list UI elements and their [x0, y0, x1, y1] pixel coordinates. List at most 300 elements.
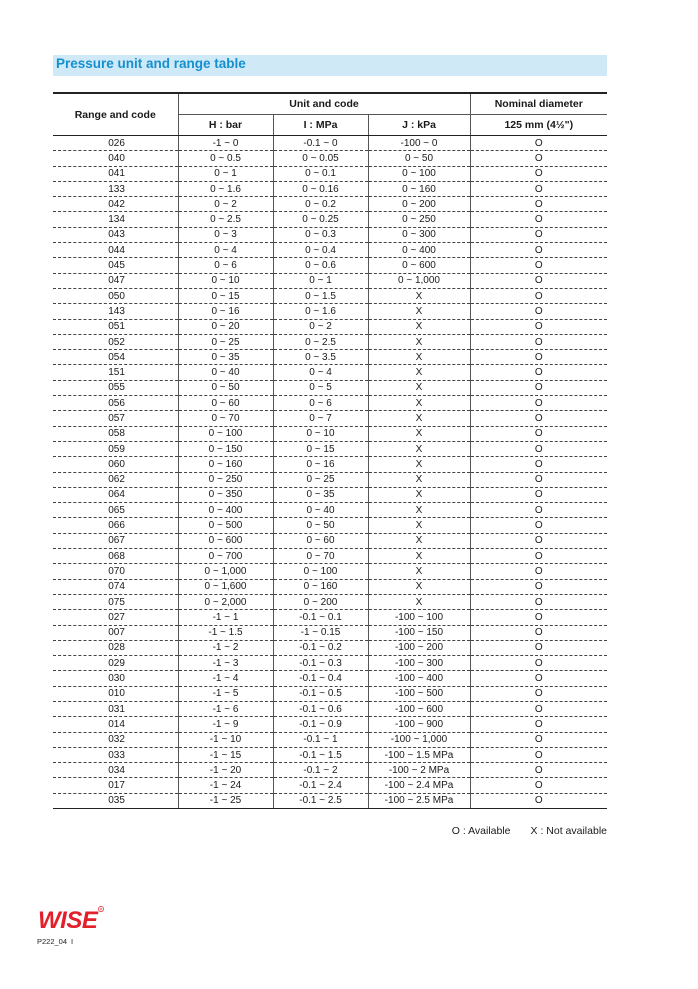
bar-range-cell-text: 0 ~ 100 [208, 428, 243, 440]
range-code-cell-text: 043 [108, 229, 125, 241]
kpa-range-cell-text: 0 ~ 1,000 [398, 275, 440, 287]
range-code-cell-text: 067 [108, 535, 125, 547]
range-code-cell [53, 610, 178, 625]
mpa-range-cell-text: 0 ~ 0.1 [305, 168, 336, 180]
bar-range-cell [178, 763, 273, 778]
mpa-range-cell-text: -0.1 ~ 0.9 [299, 718, 342, 730]
bar-range-cell [178, 136, 273, 151]
table-row [53, 549, 607, 564]
mpa-range-cell [273, 288, 368, 303]
availability-cell [470, 701, 607, 716]
mpa-range-cell [273, 686, 368, 701]
availability-cell [470, 426, 607, 441]
table-row [53, 686, 607, 701]
bar-range-cell [178, 441, 273, 456]
availability-cell-text: O [534, 688, 543, 700]
kpa-range-cell [368, 732, 470, 747]
kpa-range-cell-text: X [415, 596, 423, 608]
table-row [53, 457, 607, 472]
bar-range-cell [178, 610, 273, 625]
range-code-cell-text: 032 [108, 734, 125, 746]
range-code-cell [53, 288, 178, 303]
bar-range-cell [178, 564, 273, 579]
header-h-bar: H : bar [178, 115, 273, 136]
availability-cell-text: O [534, 367, 543, 379]
mpa-range-cell-text: 0 ~ 0.2 [305, 198, 336, 210]
availability-cell [470, 350, 607, 365]
mpa-range-cell-text: -0.1 ~ 2.5 [299, 795, 342, 807]
range-code-cell-text: 054 [108, 351, 125, 363]
bar-range-cell [178, 350, 273, 365]
availability-cell [470, 212, 607, 227]
kpa-range-cell [368, 564, 470, 579]
range-code-cell-text: 052 [108, 336, 125, 348]
mpa-range-cell [273, 503, 368, 518]
availability-cell-text: O [534, 183, 543, 195]
availability-cell [470, 610, 607, 625]
range-code-cell [53, 365, 178, 380]
table-row [53, 304, 607, 319]
bar-range-cell-text: 0 ~ 0.5 [210, 152, 241, 164]
kpa-range-cell [368, 763, 470, 778]
bar-range-cell-text: 0 ~ 2,000 [204, 596, 247, 608]
mpa-range-cell-text: -0.1 ~ 0.1 [299, 611, 342, 623]
bar-range-cell [178, 732, 273, 747]
bar-range-cell-text: 0 ~ 20 [211, 321, 240, 333]
bar-range-cell [178, 625, 273, 640]
availability-cell-text: O [534, 244, 543, 256]
mpa-range-cell-text: 0 ~ 0.16 [302, 183, 339, 195]
availability-cell [470, 763, 607, 778]
bar-range-cell [178, 472, 273, 487]
mpa-range-cell [273, 181, 368, 196]
mpa-range-cell [273, 717, 368, 732]
mpa-range-cell-text: -0.1 ~ 0.2 [299, 642, 342, 654]
kpa-range-cell [368, 350, 470, 365]
table-row [53, 319, 607, 334]
range-code-cell-text: 040 [108, 152, 125, 164]
bar-range-cell [178, 640, 273, 655]
header-nominal-diameter: Nominal diameter [470, 93, 607, 115]
bar-range-cell [178, 671, 273, 686]
bar-range-cell-text: -1 ~ 3 [212, 657, 239, 669]
availability-cell-text: O [534, 642, 543, 654]
kpa-range-cell-text: -100 ~ 2 MPa [388, 764, 450, 776]
range-code-cell-text: 051 [108, 321, 125, 333]
kpa-range-cell-text: X [415, 321, 423, 333]
mpa-range-cell-text: 0 ~ 60 [306, 535, 335, 547]
range-code-cell [53, 212, 178, 227]
mpa-range-cell-text: 0 ~ 0.4 [305, 244, 336, 256]
kpa-range-cell-text: X [415, 336, 423, 348]
bar-range-cell-text: -1 ~ 24 [209, 780, 242, 792]
mpa-range-cell [273, 747, 368, 762]
kpa-range-cell-text: X [415, 520, 423, 532]
mpa-range-cell-text: 0 ~ 10 [306, 428, 335, 440]
mpa-range-cell-text: 0 ~ 1.6 [305, 305, 336, 317]
kpa-range-cell-text: X [415, 397, 423, 409]
kpa-range-cell [368, 686, 470, 701]
kpa-range-cell [368, 640, 470, 655]
availability-cell [470, 197, 607, 212]
range-code-cell-text: 044 [108, 244, 125, 256]
availability-cell [470, 243, 607, 258]
range-code-cell [53, 793, 178, 808]
table-row [53, 243, 607, 258]
kpa-range-cell-text: X [415, 535, 423, 547]
mpa-range-cell-text: 0 ~ 7 [309, 412, 332, 424]
range-code-cell [53, 472, 178, 487]
range-code-cell [53, 778, 178, 793]
mpa-range-cell-text: 0 ~ 6 [309, 397, 332, 409]
legend-not-available: X : Not available [530, 825, 607, 837]
legend [452, 825, 607, 837]
table-row [53, 732, 607, 747]
bar-range-cell [178, 273, 273, 288]
mpa-range-cell-text: 0 ~ 1 [309, 275, 332, 287]
kpa-range-cell-text: 0 ~ 200 [402, 198, 436, 210]
availability-cell-text: O [534, 627, 543, 639]
range-code-cell-text: 050 [108, 290, 125, 302]
range-code-cell [53, 549, 178, 564]
mpa-range-cell-text: 0 ~ 15 [306, 443, 335, 455]
kpa-range-cell [368, 411, 470, 426]
mpa-range-cell [273, 656, 368, 671]
bar-range-cell-text: -1 ~ 4 [212, 673, 239, 685]
mpa-range-cell [273, 610, 368, 625]
range-code-cell-text: 033 [108, 749, 125, 761]
bar-range-cell-text: 0 ~ 60 [211, 397, 240, 409]
bar-range-cell-text: 0 ~ 70 [211, 412, 240, 424]
mpa-range-cell-text: 0 ~ 0.3 [305, 229, 336, 241]
range-code-cell-text: 010 [108, 688, 125, 700]
table-body [53, 136, 607, 809]
range-code-cell-text: 027 [108, 611, 125, 623]
kpa-range-cell [368, 258, 470, 273]
range-code-cell [53, 396, 178, 411]
range-code-cell-text: 030 [108, 673, 125, 685]
table-row [53, 227, 607, 242]
kpa-range-cell [368, 288, 470, 303]
table-row [53, 472, 607, 487]
range-code-cell [53, 625, 178, 640]
kpa-range-cell-text: 0 ~ 160 [402, 183, 436, 195]
availability-cell-text: O [534, 780, 543, 792]
bar-range-cell-text: 0 ~ 700 [208, 550, 243, 562]
availability-cell [470, 304, 607, 319]
table-row [53, 579, 607, 594]
bar-range-cell-text: -1 ~ 0 [212, 137, 239, 149]
kpa-range-cell [368, 518, 470, 533]
availability-cell [470, 579, 607, 594]
availability-cell-text: O [534, 550, 543, 562]
availability-cell-text: O [534, 581, 543, 593]
availability-cell-text: O [534, 520, 543, 532]
range-code-cell [53, 181, 178, 196]
availability-cell-text: O [534, 596, 543, 608]
bar-range-cell [178, 533, 273, 548]
bar-range-cell [178, 396, 273, 411]
mpa-range-cell [273, 487, 368, 502]
kpa-range-cell-text: -100 ~ 400 [394, 673, 444, 685]
availability-cell-text: O [534, 489, 543, 501]
range-code-cell [53, 640, 178, 655]
mpa-range-cell [273, 763, 368, 778]
bar-range-cell-text: 0 ~ 400 [208, 504, 243, 516]
range-code-cell [53, 487, 178, 502]
availability-cell [470, 518, 607, 533]
mpa-range-cell [273, 793, 368, 808]
kpa-range-cell-text: X [415, 367, 423, 379]
mpa-range-cell-text: 0 ~ 5 [309, 382, 332, 394]
kpa-range-cell-text: -100 ~ 600 [394, 703, 444, 715]
kpa-range-cell [368, 304, 470, 319]
bar-range-cell [178, 701, 273, 716]
table-row [53, 793, 607, 808]
availability-cell [470, 319, 607, 334]
bar-range-cell [178, 503, 273, 518]
availability-cell [470, 732, 607, 747]
availability-cell [470, 151, 607, 166]
kpa-range-cell [368, 243, 470, 258]
range-code-cell [53, 197, 178, 212]
header-unit-and-code: Unit and code [178, 93, 470, 115]
bar-range-cell-text: 0 ~ 40 [211, 367, 240, 379]
kpa-range-cell-text: X [415, 489, 423, 501]
bar-range-cell-text: 0 ~ 1,600 [204, 581, 247, 593]
kpa-range-cell-text: X [415, 581, 423, 593]
kpa-range-cell [368, 503, 470, 518]
kpa-range-cell [368, 671, 470, 686]
kpa-range-cell-text: 0 ~ 400 [402, 244, 436, 256]
range-code-cell [53, 747, 178, 762]
availability-cell-text: O [534, 290, 543, 302]
range-code-cell [53, 380, 178, 395]
availability-cell-text: O [534, 565, 543, 577]
kpa-range-cell [368, 701, 470, 716]
range-code-cell [53, 243, 178, 258]
bar-range-cell-text: 0 ~ 1.6 [210, 183, 241, 195]
kpa-range-cell [368, 747, 470, 762]
availability-cell [470, 487, 607, 502]
range-code-cell-text: 014 [108, 718, 125, 730]
range-code-cell [53, 304, 178, 319]
range-code-cell-text: 017 [108, 780, 125, 792]
availability-cell-text: O [534, 351, 543, 363]
mpa-range-cell [273, 212, 368, 227]
kpa-range-cell-text: 0 ~ 250 [402, 214, 436, 226]
table-row [53, 701, 607, 716]
availability-cell-text: O [534, 458, 543, 470]
mpa-range-cell [273, 273, 368, 288]
table-row [53, 411, 607, 426]
mpa-range-cell [273, 365, 368, 380]
bar-range-cell [178, 181, 273, 196]
range-code-cell [53, 273, 178, 288]
range-code-cell-text: 151 [108, 367, 125, 379]
bar-range-cell-text: -1 ~ 1 [212, 611, 239, 623]
availability-cell [470, 472, 607, 487]
kpa-range-cell [368, 487, 470, 502]
kpa-range-cell-text: -100 ~ 100 [394, 611, 444, 623]
range-code-cell [53, 518, 178, 533]
range-code-cell [53, 732, 178, 747]
availability-cell-text: O [534, 657, 543, 669]
mpa-range-cell [273, 166, 368, 181]
mpa-range-cell-text: 0 ~ 16 [306, 458, 335, 470]
range-code-cell [53, 227, 178, 242]
availability-cell-text: O [534, 611, 543, 623]
range-code-cell-text: 068 [108, 550, 125, 562]
range-code-cell [53, 441, 178, 456]
availability-cell-text: O [534, 137, 543, 149]
range-code-cell-text: 042 [108, 198, 125, 210]
table-row [53, 747, 607, 762]
availability-cell-text: O [534, 168, 543, 180]
availability-cell-text: O [534, 703, 543, 715]
kpa-range-cell [368, 166, 470, 181]
title-band [53, 55, 607, 76]
bar-range-cell-text: 0 ~ 160 [208, 458, 243, 470]
availability-cell-text: O [534, 504, 543, 516]
range-code-cell-text: 034 [108, 764, 125, 776]
table-row [53, 136, 607, 151]
availability-cell [470, 258, 607, 273]
mpa-range-cell [273, 304, 368, 319]
bar-range-cell-text: -1 ~ 1.5 [208, 627, 243, 639]
availability-cell [470, 625, 607, 640]
availability-cell [470, 594, 607, 609]
header-j-kpa: J : kPa [368, 115, 470, 136]
range-code-cell [53, 579, 178, 594]
range-code-cell-text: 062 [108, 474, 125, 486]
kpa-range-cell [368, 656, 470, 671]
kpa-range-cell-text: -100 ~ 200 [394, 642, 444, 654]
bar-range-cell [178, 747, 273, 762]
range-code-cell-text: 065 [108, 504, 125, 516]
bar-range-cell [178, 243, 273, 258]
availability-cell [470, 166, 607, 181]
mpa-range-cell-text: 0 ~ 3.5 [305, 351, 336, 363]
range-code-cell-text: 007 [108, 627, 125, 639]
wise-logo-mark [38, 904, 104, 932]
kpa-range-cell [368, 457, 470, 472]
kpa-range-cell [368, 319, 470, 334]
bar-range-cell-text: 0 ~ 50 [211, 382, 240, 394]
bar-range-cell [178, 426, 273, 441]
table-row [53, 181, 607, 196]
bar-range-cell-text: -1 ~ 15 [209, 749, 242, 761]
bar-range-cell [178, 457, 273, 472]
range-code-cell-text: 058 [108, 428, 125, 440]
bar-range-cell [178, 380, 273, 395]
kpa-range-cell-text: X [415, 351, 423, 363]
table-row [53, 380, 607, 395]
range-code-cell-text: 133 [108, 183, 125, 195]
range-code-cell-text: 143 [108, 305, 125, 317]
table-row [53, 212, 607, 227]
range-code-cell [53, 564, 178, 579]
page-code-text: P222_04 [37, 937, 68, 946]
availability-cell-text: O [534, 214, 543, 226]
availability-cell-text: O [534, 749, 543, 761]
kpa-range-cell [368, 396, 470, 411]
table-row [53, 288, 607, 303]
kpa-range-cell [368, 365, 470, 380]
range-code-cell-text: 074 [108, 581, 125, 593]
bar-range-cell-text: -1 ~ 6 [212, 703, 239, 715]
mpa-range-cell [273, 441, 368, 456]
kpa-range-cell [368, 181, 470, 196]
mpa-range-cell [273, 778, 368, 793]
mpa-range-cell [273, 243, 368, 258]
availability-cell-text: O [534, 764, 543, 776]
availability-cell [470, 227, 607, 242]
availability-cell-text: O [534, 795, 543, 807]
mpa-range-cell [273, 640, 368, 655]
range-code-cell [53, 334, 178, 349]
mpa-range-cell [273, 411, 368, 426]
legend-available: O : Available [451, 825, 511, 837]
availability-cell [470, 288, 607, 303]
page-code [37, 937, 73, 946]
mpa-range-cell [273, 564, 368, 579]
bar-range-cell [178, 579, 273, 594]
header-range-and-code: Range and code [53, 93, 178, 136]
range-code-cell-text: 029 [108, 657, 125, 669]
kpa-range-cell [368, 380, 470, 395]
range-code-cell [53, 258, 178, 273]
availability-cell [470, 671, 607, 686]
range-code-cell [53, 701, 178, 716]
table-row [53, 778, 607, 793]
mpa-range-cell-text: 0 ~ 0.6 [305, 260, 336, 272]
range-code-cell [53, 411, 178, 426]
bar-range-cell-text: 0 ~ 1,000 [204, 565, 247, 577]
mpa-range-cell [273, 426, 368, 441]
bar-range-cell-text: -1 ~ 9 [212, 718, 239, 730]
kpa-range-cell-text: -100 ~ 2.4 MPa [384, 780, 454, 792]
table-row [53, 426, 607, 441]
range-code-cell-text: 031 [108, 703, 125, 715]
table-row [53, 518, 607, 533]
range-code-cell-text: 028 [108, 642, 125, 654]
availability-cell-text: O [534, 474, 543, 486]
availability-cell [470, 503, 607, 518]
range-code-cell-text: 041 [108, 168, 125, 180]
mpa-range-cell [273, 594, 368, 609]
availability-cell [470, 747, 607, 762]
bar-range-cell [178, 411, 273, 426]
range-code-cell-text: 060 [108, 458, 125, 470]
kpa-range-cell [368, 197, 470, 212]
bar-range-cell-text: 0 ~ 150 [208, 443, 243, 455]
bar-range-cell-text: 0 ~ 6 [214, 260, 237, 272]
table-row [53, 503, 607, 518]
mpa-range-cell-text: -1 ~ 0.15 [300, 627, 341, 639]
bar-range-cell [178, 288, 273, 303]
availability-cell [470, 793, 607, 808]
page-code-bar: I [71, 937, 74, 946]
bar-range-cell [178, 319, 273, 334]
header-i-mpa: I : MPa [273, 115, 368, 136]
kpa-range-cell [368, 717, 470, 732]
kpa-range-cell-text: X [415, 443, 423, 455]
kpa-range-cell-text: -100 ~ 0 [400, 137, 438, 149]
table-row [53, 533, 607, 548]
mpa-range-cell-text: 0 ~ 2 [309, 321, 332, 333]
bar-range-cell [178, 717, 273, 732]
